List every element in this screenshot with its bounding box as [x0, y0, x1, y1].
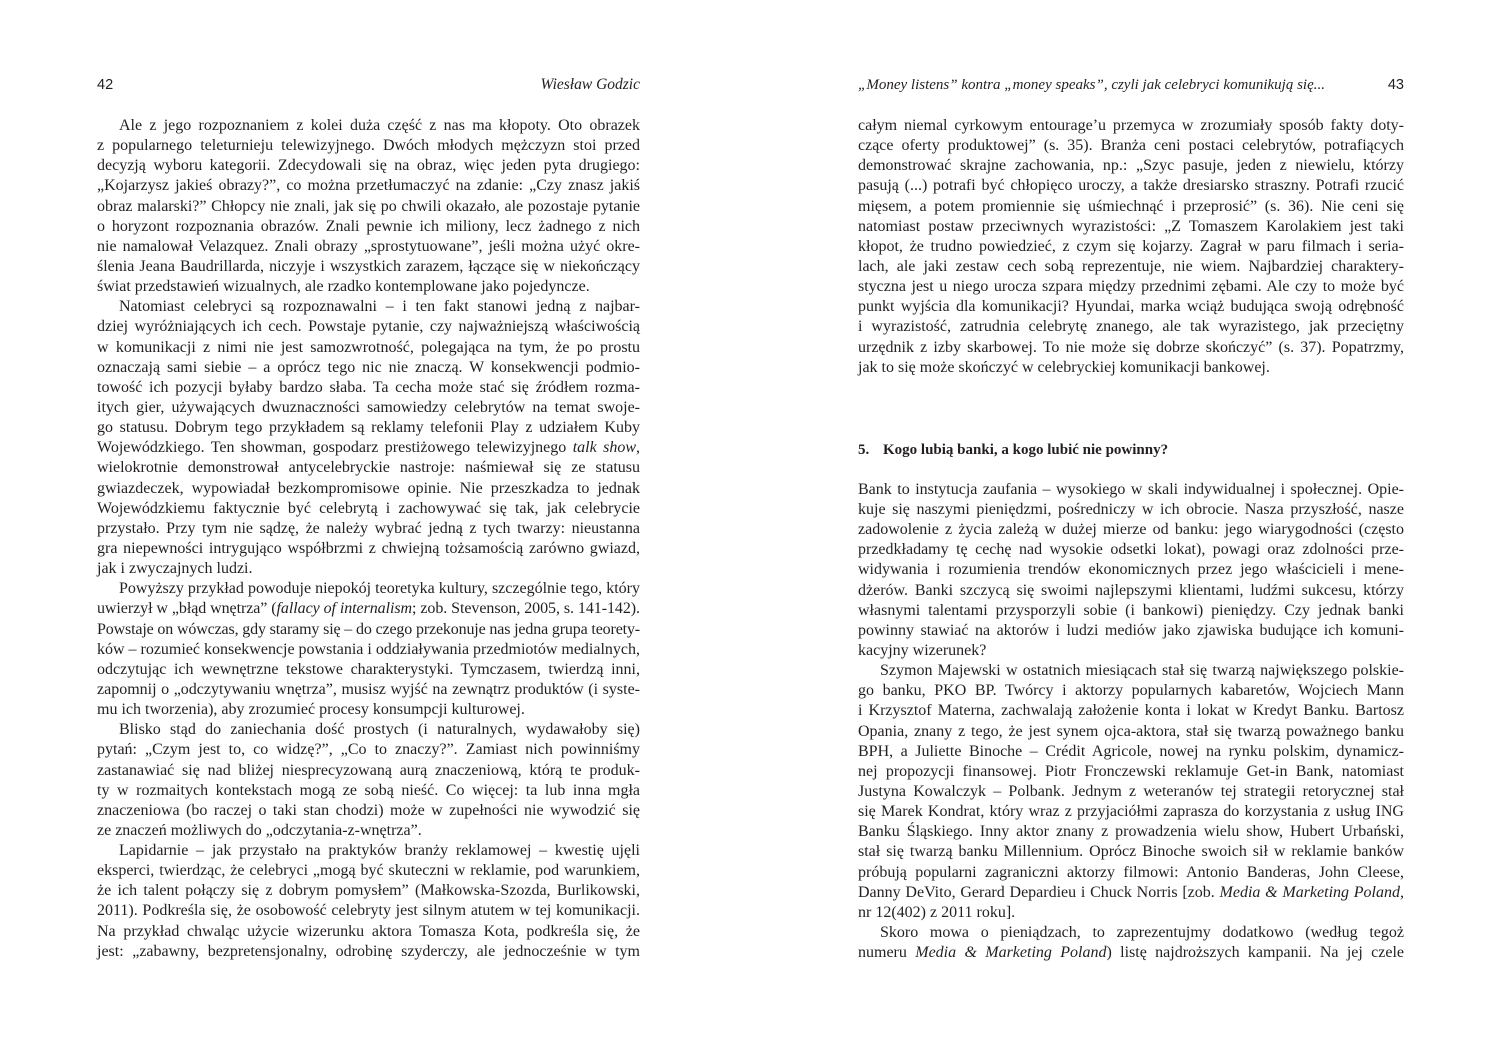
- text-line: [858, 277, 1404, 297]
- text-line: [97, 901, 640, 921]
- line-text: Justyna Kowalczyk – Polbank. Jednym z weteranów tej strategii retorycznej stał: [858, 782, 1404, 800]
- page-number: 43: [1387, 77, 1404, 93]
- line-text: Na przykład chwaląc użycie wizerunku aktora Tomasza Kota, podkreśla się, że: [97, 922, 640, 940]
- text-line: [858, 338, 1404, 358]
- emphasis: Media & Marketing Poland: [1219, 883, 1401, 901]
- text-line: [858, 822, 1404, 842]
- text-line: [97, 539, 640, 559]
- paragraph: [858, 661, 1404, 923]
- running-head-author: Wiesław Godzic: [540, 76, 640, 93]
- line-text: „Kojarzysz jakieś obrazy?”, co można przetłumaczyć na zdanie: „Czy znasz jakiś: [97, 177, 640, 195]
- line-text: urzędnik z izby skarbowej. To nie może się dobrze skończyć” (s. 37). Popatrzmy,: [858, 338, 1404, 356]
- paragraph: [97, 720, 640, 841]
- text-line: [858, 217, 1404, 237]
- text-line: [97, 761, 640, 781]
- text-line: [97, 398, 640, 418]
- line-text: i wyrazistość, zatrudnia celebrytę znanego, ale tak wyrazistego, jak przeciętny: [858, 318, 1404, 336]
- line-text: go banku, PKO BP. Twórcy i aktorzy popularnych kabaretów, Wojciech Mann: [858, 682, 1404, 700]
- line-text: dżerów. Banki szczycą się swoimi najlepszymi klientami, ludźmi sukcesu, którzy: [858, 581, 1404, 599]
- line-text: Powstaje on wówczas, gdy staramy się – do czego przekonuje nas jedna grupa teorety-: [97, 620, 640, 638]
- line-text: Powyższy przykład powoduje niepokój teoretyka kultury, szczególnie tego, który: [119, 580, 640, 598]
- line-text: obraz malarski?” Chłopcy nie znali, jak się po chwili okazało, ale pozostaje pytanie: [97, 197, 640, 215]
- text-line: [97, 297, 640, 317]
- text-line: [858, 883, 1404, 903]
- line-text: że ich talent połączy się z dobrym pomysłem” (Małkowska-Szozda, Burlikowski,: [97, 882, 640, 900]
- line-text: z popularnego teleturnieju telewizyjnego. Dwóch młodych mężczyzn stoi przed: [97, 137, 640, 155]
- page-number: 42: [97, 77, 114, 93]
- line-text: zastanawiać się nad bliżej niesprecyzowaną aurą znaczeniową, którą te produk-: [97, 761, 640, 779]
- text-line: [858, 903, 1404, 923]
- line-text: ślenia Jeana Baudrillarda, niczyje i wszystkich zarazem, łączące się w niekończący: [97, 257, 640, 275]
- line-text: oznaczają sami siebie – a oprócz tego nic nie znaczą. W konsekwencji podmio-: [97, 358, 640, 376]
- text-line: [858, 581, 1404, 601]
- line-text: kłopot, że trudno powiedzieć, z czym się kojarzy. Zagrał w paru filmach i seria-: [858, 237, 1404, 255]
- line-text: pasują (...) potrafi być chłopięco uroczy, a także dresiarsko straszny. Potrafi rzucić: [858, 177, 1404, 195]
- text-line: [858, 560, 1404, 580]
- text-line: [97, 358, 640, 378]
- text-line: [97, 620, 640, 640]
- line-text: przystało. Przy tym nie sądzę, że należy wybrać jedną z tych twarzy: nieustanna: [97, 519, 640, 537]
- paragraph: [858, 116, 1404, 378]
- text-line: [97, 720, 640, 740]
- text-line: [858, 520, 1404, 540]
- text-line: [858, 681, 1404, 701]
- line-text: Ale z jego rozpoznaniem z kolei duża część z nas ma kłopoty. Oto obrazek: [119, 117, 640, 134]
- text-line: [858, 136, 1404, 156]
- text-line: [97, 479, 640, 499]
- text-line: [97, 881, 640, 901]
- line-text: mu ich tworzenia), aby zrozumieć procesy konsumpcji kulturowej.: [97, 701, 525, 719]
- text-line: [858, 197, 1404, 217]
- line-text: Wojewódzkiemu faktycznie być celebrytą i zachowywać się tak, jak celebrycie: [97, 499, 640, 517]
- text-line: [858, 257, 1404, 277]
- line-text: widywania i rozumienia trendów ekonomicznych przez jego właścicieli i mene-: [858, 561, 1404, 579]
- text-run: ,: [636, 439, 641, 457]
- line-text: [97, 438, 640, 458]
- line-text: Lapidarnie – jak przystało na praktyków branży reklamowej – kwestię ujęli: [119, 842, 640, 860]
- line-text: [97, 599, 640, 619]
- text-line: [97, 660, 640, 680]
- text-line: [858, 237, 1404, 257]
- text-line: [97, 317, 640, 337]
- text-line: [97, 136, 640, 156]
- line-text: przedkładamy tę cechę nad wysokie odsetki lokat), powagi oraz zdolności prze-: [858, 541, 1404, 559]
- text-line: [858, 863, 1404, 883]
- text-line: [858, 661, 1404, 681]
- section-number: 5.: [858, 441, 870, 458]
- line-text: Blisko stąd do zaniechania dość prostych (i naturalnych, wydawałoby się): [119, 721, 640, 739]
- line-text: w komunikacji z nimi nie jest samozwrotność, polegająca na tym, że po prostu: [97, 338, 640, 356]
- text-line: [97, 841, 640, 861]
- text-line: [97, 378, 640, 398]
- text-line: [97, 499, 640, 519]
- line-text: styczna jest u niego urocza szpara między przednimi zębami. Ale czy to może być: [858, 278, 1404, 296]
- paragraph: [97, 579, 640, 720]
- text-line: [97, 277, 640, 297]
- text-line: [858, 722, 1404, 742]
- text-line: [97, 519, 640, 539]
- line-text: gra niepewności intrygująco współbrzmi z chwiejną tożsamością zarówno gwiazd,: [97, 539, 640, 557]
- text-line: [97, 559, 640, 579]
- emphasis: fallacy of internalism: [276, 600, 413, 618]
- line-text: kuje się naszymi pieniędzmi, pośredniczy w ich obrocie. Nasza przyszłość, nasze: [858, 500, 1404, 518]
- line-text: ków – rozumieć konsekwencje powstania i oddziaływania przedmiotów medialnych,: [97, 640, 640, 658]
- text-line: [858, 782, 1404, 802]
- paragraph: [858, 480, 1404, 661]
- line-text: dziej wyróżniających ich cech. Powstaje pytanie, czy najważniejszą właściwością: [97, 318, 640, 336]
- text-line: [97, 418, 640, 438]
- line-text: demonstrować skrajne zachowania, np.: „Szyc pasuje, jeden z niewielu, którzy: [858, 157, 1404, 175]
- text-line: [97, 176, 640, 196]
- line-text: nr 12(402) z 2011 roku].: [858, 903, 1016, 921]
- text-line: [858, 923, 1404, 943]
- text-line: [97, 781, 640, 801]
- line-text: Opania, znany z tego, że jest synem ojca-aktora, stał się twarzą poważnego banku: [858, 722, 1404, 740]
- text-line: [858, 802, 1404, 822]
- line-text: Natomiast celebryci są rozpoznawalni – i ten fakt stanowi jedną z najbar-: [119, 298, 640, 316]
- text-line: [858, 480, 1404, 500]
- line-text: zapomnij o „odczytywaniu wnętrza”, musisz wyjść na zewnątrz produktów (i syste-: [97, 680, 640, 698]
- paragraph: [97, 841, 640, 962]
- text-line: [858, 762, 1404, 782]
- text-run: ; zob. Stevenson, 2005, s. 141-142).: [412, 600, 640, 618]
- line-text: znaczeniowa (bo raczej o taki stan chodzi) może w zupełności nie wywodzić się: [97, 801, 640, 819]
- line-text: Szymon Majewski w ostatnich miesiącach stał się twarzą największego polskie-: [880, 662, 1404, 680]
- text-run: numeru: [858, 944, 916, 962]
- line-text: zadowolenie z życia zależą w dużej mierze od banku: jego wiarygodności (często: [858, 521, 1404, 539]
- line-text: nej propozycji finansowej. Piotr Fronczewski reklamuje Get-in Bank, natomiast: [858, 762, 1404, 780]
- line-text: kacyjny wizerunek?: [858, 641, 987, 659]
- text-run: Wojewódzkiego. Ten showman, gospodarz prestiżowego telewizyjnego: [97, 439, 573, 457]
- line-text: decyzją wyboru kategorii. Zdecydowali się na obraz, więc jeden pyta drugiego:: [97, 157, 640, 175]
- text-run: ) listę najdroższych kampanii. Na jej czele: [1106, 944, 1405, 962]
- text-line: [858, 943, 1404, 963]
- text-line: [97, 237, 640, 257]
- text-line: [97, 217, 640, 237]
- text-line: [97, 599, 640, 619]
- line-text: punkt wyjścia dla komunikacji? Hyundai, marka wciąż budująca swoją odrębność: [858, 298, 1404, 316]
- line-text: o horyzont rozpoznania obrazów. Znali pewnie ich miliony, lecz żadnego z nich: [97, 217, 640, 235]
- paragraph: [97, 116, 640, 297]
- line-text: własnymi talentami przysporzyli sobie (i bankowi) pieniędzy. Czy jednak banki: [858, 601, 1404, 619]
- text-line: [858, 742, 1404, 762]
- emphasis: Media & Marketing Poland: [915, 944, 1107, 962]
- text-line: [858, 701, 1404, 721]
- text-run: ,: [1400, 883, 1405, 901]
- line-text: gwiazdeczek, wypowiadał bezkompromisowe opinie. Nie przeszkadza to jednak: [97, 479, 640, 497]
- text-line: [97, 458, 640, 478]
- line-text: jest: „zabawny, bezpretensjonalny, odrobinę szyderczy, ale jednocześnie w tym: [97, 942, 640, 960]
- line-text: 2011). Podkreśla się, że osobowość celebryty jest silnym atutem w tej komunikacji.: [97, 902, 640, 920]
- body-text: [97, 116, 640, 962]
- line-text: odczytując ich wewnętrzne tekstowe charakterystyki. Tymczasem, twierdzą inni,: [97, 660, 640, 678]
- line-text: natomiast postaw przeciwnych wyrazistości: „Z Tomaszem Karolakiem jest taki: [858, 217, 1404, 235]
- running-head-chapter-title: „Money listens” kontra „money speaks”, czyli jak celebryci komunikują się...: [858, 77, 1325, 93]
- section-body: [858, 480, 1404, 963]
- text-line: [858, 621, 1404, 641]
- text-line: [97, 861, 640, 881]
- line-text: pytań: „Czym jest to, co widzę?”, „Co to znaczy?”. Zamiast nich powinniśmy: [97, 741, 640, 759]
- text-line: [97, 821, 640, 841]
- line-text: mięsem, a potem promiennie się uśmiechnąć i przeprosić” (s. 36). Nie ceni się: [858, 197, 1404, 215]
- continued-text: [858, 116, 1404, 378]
- line-text: próbują popularni zagraniczni aktorzy filmowi: Antonio Banderas, John Cleese,: [858, 863, 1404, 881]
- paragraph: [97, 297, 640, 579]
- text-line: [858, 641, 1404, 661]
- line-text: BPH, a Juliette Binoche – Crédit Agricole, nowej na rynku polskim, dynamicz-: [858, 742, 1404, 760]
- line-text: się Marek Kondrat, który wraz z przyjaciółmi zaprasza do korzystania z usług ING: [858, 803, 1404, 821]
- line-text: go statusu. Dobrym tego przykładem są reklamy telefonii Play z udziałem Kuby: [97, 419, 640, 437]
- text-line: [858, 601, 1404, 621]
- line-text: nie namalował Velazquez. Znali obrazy „sprostytuowane”, jeśli można użyć okre-: [97, 237, 640, 255]
- text-line: [97, 438, 640, 458]
- line-text: lach, ale jaki zestaw cech sobą reprezentuje, nie wiem. Najbardziej charaktery-: [858, 257, 1404, 275]
- text-line: [858, 842, 1404, 862]
- text-line: [97, 740, 640, 760]
- right-page: [750, 0, 1500, 1059]
- line-text: całym niemal cyrkowym entourage’u przemyca w zrozumiały sposób fakty doty-: [858, 117, 1404, 134]
- text-line: [97, 680, 640, 700]
- line-text: eksperci, twierdząc, że celebryci „mogą być skuteczni w reklamie, pod warunkiem,: [97, 862, 640, 880]
- line-text: itych gier, używających dwuznaczności samowiedzy celebrytów na temat swoje-: [97, 398, 640, 416]
- section-heading: [858, 440, 1404, 460]
- text-line: [858, 297, 1404, 317]
- line-text: ty w rozmaitych kontekstach mogą ze sobą nieść. Co więcej: ta lub inna mgła: [97, 781, 640, 799]
- text-line: [858, 500, 1404, 520]
- line-text: czące oferty produktowej” (s. 35). Branża ceni postaci celebrytów, potrafiących: [858, 137, 1404, 155]
- text-line: [858, 358, 1404, 378]
- text-line: [858, 156, 1404, 176]
- line-text: jak i zwyczajnych ludzi.: [97, 560, 253, 578]
- line-text: towość ich pozycji byłaby bardzo słaba. Ta cecha może stać się źródłem rozma-: [97, 378, 640, 396]
- text-line: [97, 801, 640, 821]
- text-run: Danny DeVito, Gerard Depardieu i Chuck Norris [zob.: [858, 883, 1220, 901]
- text-line: [97, 156, 640, 176]
- line-text: jak to się może skończyć w celebryckiej komunikacji bankowej.: [858, 358, 1270, 376]
- line-text: ze znaczeń możliwych do „odczytania-z-wnętrza”.: [97, 821, 422, 839]
- body-text: [858, 116, 1404, 963]
- line-text: [858, 943, 1404, 963]
- text-line: [97, 257, 640, 277]
- line-text: i Krzysztof Materna, zachwalają założenie konta i lokat w Kredyt Banku. Bartosz: [858, 702, 1404, 720]
- text-line: [97, 942, 640, 962]
- text-run: uwierzył w „błąd wnętrza” (: [97, 600, 277, 618]
- line-text: Banku Śląskiego. Inny aktor znany z prowadzenia wielu show, Hubert Urbański,: [858, 823, 1404, 841]
- text-line: [97, 922, 640, 942]
- text-line: [97, 579, 640, 599]
- text-line: [97, 640, 640, 660]
- line-text: Skoro mowa o pieniądzach, to zaprezentujmy dodatkowo (według tegoż: [880, 923, 1404, 941]
- line-text: wielokrotnie demonstrował antycelebryckie nastroje: naśmiewał się ze statusu: [97, 459, 640, 477]
- text-line: [858, 317, 1404, 337]
- line-text: Bank to instytucja zaufania – wysokiego w skali indywidualnej i społecznej. Opie-: [858, 480, 1404, 498]
- text-line: [858, 116, 1404, 136]
- text-line: [97, 338, 640, 358]
- paragraph: [858, 923, 1404, 963]
- line-text: powinny stawiać na aktorów i ludzi mediów jako zjawiska budujące ich komuni-: [858, 621, 1404, 639]
- text-line: [97, 116, 640, 136]
- line-text: [858, 883, 1404, 903]
- line-text: świat przedstawień wizualnych, ale rzadko kontemplowane jako pojedyncze.: [97, 278, 590, 296]
- text-line: [858, 540, 1404, 560]
- section-title: Kogo lubią banki, a kogo lubić nie powinny?: [883, 441, 1169, 458]
- text-line: [858, 176, 1404, 196]
- line-text: stał się twarzą banku Millennium. Oprócz Binoche swoich sił w reklamie banków: [858, 843, 1404, 861]
- emphasis: talk show: [572, 439, 637, 457]
- text-line: [97, 197, 640, 217]
- text-line: [97, 700, 640, 720]
